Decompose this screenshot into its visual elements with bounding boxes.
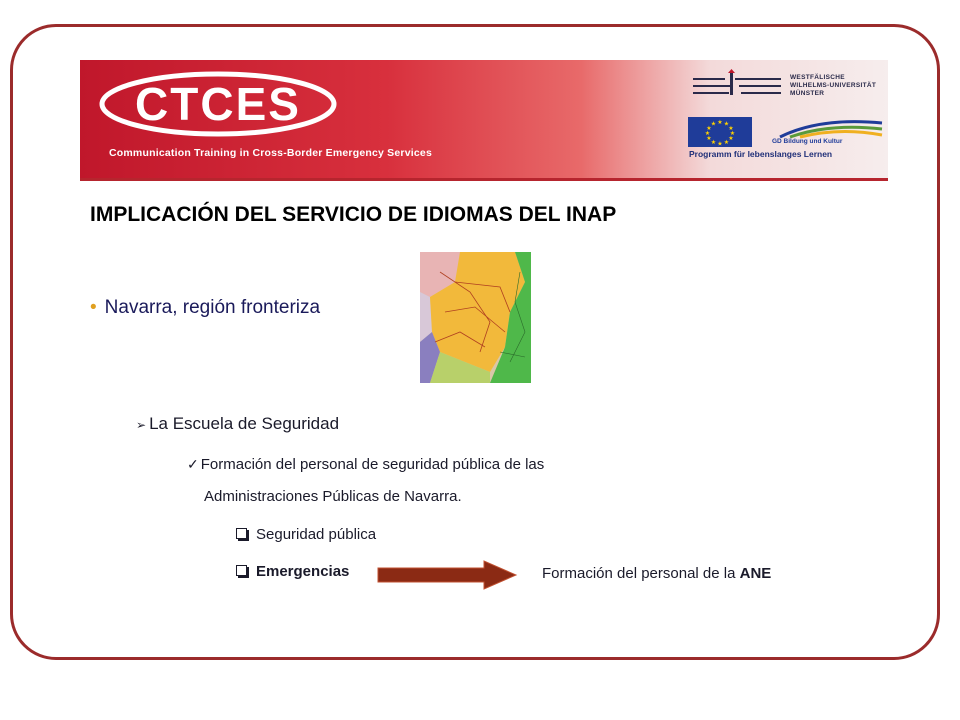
ane-prefix: Formación del personal de la	[542, 565, 740, 582]
right-arrow-icon	[376, 559, 520, 591]
university-name-line1: WESTFÄLISCHE	[790, 74, 845, 81]
svg-text:★: ★	[717, 119, 723, 126]
university-name-line2: WILHELMS-UNIVERSITÄT	[790, 82, 877, 89]
formacion-text-line2: Administraciones Públicas de Navarra.	[204, 488, 462, 505]
svg-text:★: ★	[706, 135, 712, 142]
svg-text:★: ★	[717, 140, 723, 147]
slide-title: IMPLICACIÓN DEL SERVICIO DE IDIOMAS DEL INAP	[90, 203, 617, 226]
svg-text:★: ★	[710, 120, 717, 128]
seguridad-publica-text: Seguridad pública	[256, 526, 377, 543]
program-label: Programm für lebenslanges Lernen	[689, 149, 833, 159]
svg-text:★: ★	[728, 135, 734, 142]
square-bullet-icon	[236, 528, 247, 539]
ane-acronym: ANE	[739, 565, 772, 582]
formacion-item	[187, 456, 544, 473]
university-name-line3: MÜNSTER	[790, 90, 825, 97]
emergencias-item	[236, 563, 349, 580]
svg-text:★: ★	[706, 125, 712, 132]
seguridad-publica-item	[236, 526, 376, 543]
square-bullet-icon	[236, 565, 247, 576]
bullet-navarra-text: Navarra, región fronteriza	[104, 297, 321, 318]
svg-text:★: ★	[704, 130, 711, 137]
header-banner	[80, 60, 888, 181]
formacion-text-line1: Formación del personal de seguridad pública de las	[200, 456, 545, 473]
swoosh-icon	[760, 115, 885, 139]
escuela-seguridad-item	[136, 414, 339, 434]
ctces-logo	[98, 70, 338, 138]
banner-subtitle: Communication Training in Cross-Border Emergency Services	[109, 147, 432, 159]
svg-text:★: ★	[723, 139, 730, 146]
svg-text:★: ★	[729, 130, 736, 137]
university-seal-icon	[685, 68, 785, 104]
navarra-map-image	[420, 252, 531, 383]
escuela-seguridad-text: La Escuela de Seguridad	[149, 414, 340, 433]
checkmark-icon: ✓	[187, 456, 199, 472]
svg-text:★: ★	[728, 125, 734, 132]
arrow-bullet-icon: ➢	[136, 418, 147, 432]
bullet-dot-icon: •	[90, 297, 97, 318]
eu-flag-icon	[688, 117, 752, 147]
svg-text:★: ★	[723, 120, 730, 128]
bullet-navarra	[90, 297, 320, 319]
logo-text: CTCES	[135, 78, 301, 130]
university-logo	[685, 68, 885, 104]
svg-text:★: ★	[710, 139, 717, 146]
ane-text	[542, 565, 771, 582]
emergencias-text: Emergencias	[256, 563, 350, 580]
gd-label: GD Bildung und Kultur	[772, 138, 843, 145]
